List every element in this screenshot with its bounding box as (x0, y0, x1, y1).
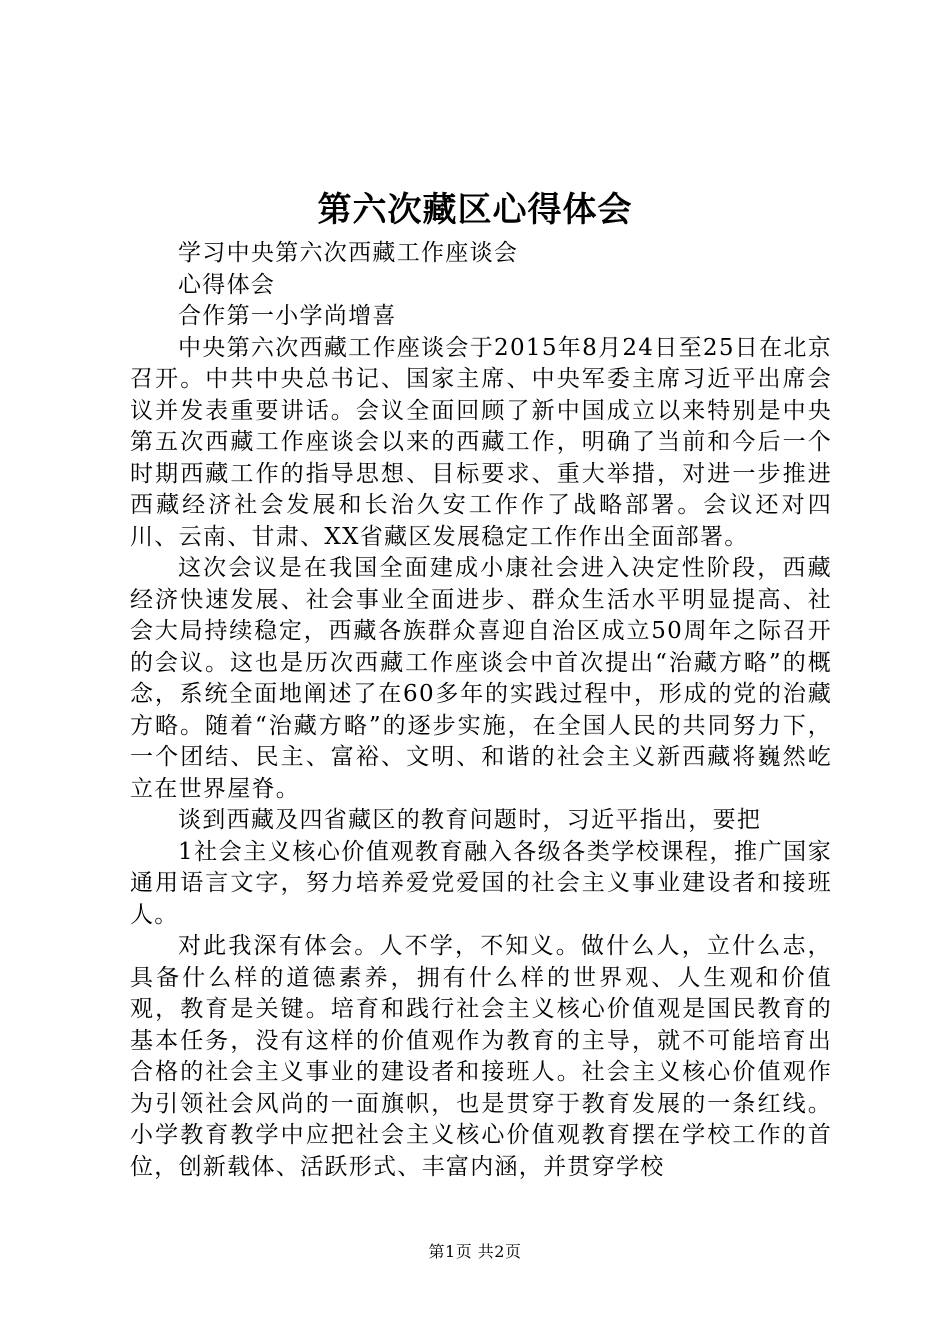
subtitle-line: 学习中央第六次西藏工作座谈会 (178, 240, 519, 266)
page-footer: 第1页 共2页 (428, 1242, 522, 1261)
subtitle-line: 心得体会 (178, 271, 276, 298)
body-paragraph: 对此我深有体会。人不学，不知义。做什么人，立什么志，具备什么样的道德素养，拥有什么样的世界观、人生观和价值观，教育是关键。培育和践行社会主义核心价值观是国民教育的基本任务，没有这样的价值观作为教育的主导，就不可能培育出合格的社会主义事业的建设者和接班人。社会主义核心价值观作为引领社会风尚的一面旗帜，也是贯穿于教育发展的一条红线。小学教育教学中应把社会主义核心价值观教育摆在学校工作的首位，创新载体、活跃形式、丰富内涵，并贯穿学校 (130, 933, 832, 1180)
body-paragraph: 中央第六次西藏工作座谈会于2015年8月24日至25日在北京召开。中共中央总书记、国家主席、中央军委主席习近平出席会议并发表重要讲话。会议全面回顾了新中国成立以来特别是中央第五次西藏工作座谈会以来的西藏工作，明确了当前和今后一个时期西藏工作的指导思想、目标要求、重大举措，对进一步推进西藏经济社会发展和长治久安工作作了战略部署。会议还对四川、云南、甘肃、XX省藏区发展稳定工作作出全面部署。 (130, 334, 832, 550)
body-paragraph: 谈到西藏及四省藏区的教育问题时，习近平指出，要把 (178, 807, 762, 833)
document-title: 第六次藏区心得体会 (317, 190, 633, 230)
body-paragraph: 1社会主义核心价值观教育融入各级各类学校课程，推广国家通用语言文字，努力培养爱党爱国的社会主义事业建设者和接班人。 (130, 838, 832, 928)
body-paragraph: 这次会议是在我国全面建成小康社会进入决定性阶段，西藏经济快速发展、社会事业全面进步、群众生活水平明显提高、社会大局持续稳定，西藏各族群众喜迎自治区成立50周年之际召开的会议。这也是历次西藏工作座谈会中首次提出“治藏方略”的概念，系统全面地阐述了在60多年的实践过程中，形成的党的治藏方略。随着“治藏方略”的逐步实施，在全国人民的共同努力下，一个团结、民主、富裕、文明、和谐的社会主义新西藏将巍然屹立在世界屋脊。 (130, 555, 832, 802)
author-line: 合作第一小学尚增喜 (178, 303, 397, 329)
document-body (130, 238, 832, 1183)
